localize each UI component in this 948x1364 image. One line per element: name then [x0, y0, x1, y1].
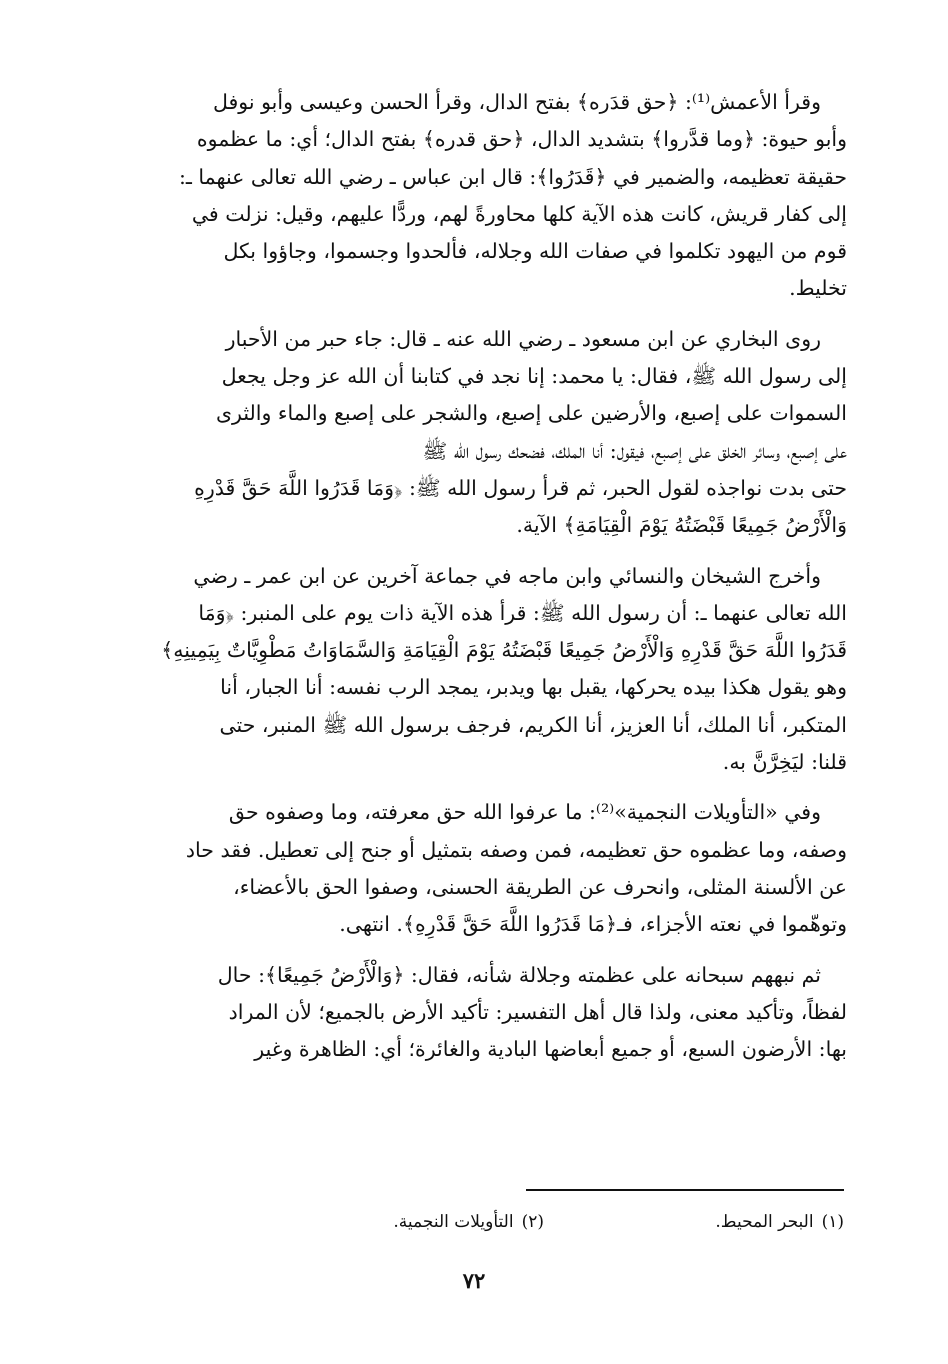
footnote-2	[393, 1207, 544, 1237]
paragraph-4: وفي «التأويلات النجمية»⁽²⁾: ما عرفوا الله حق معرفته، وما وصفوه حق وصفه، وما عظموه حق تعظيمه، فمن وصفه بتمثيل أو جنح إلى تعطيل. فقد حاد عن الألسنة المثلى، وانحرف عن الطريقة الحسنى، وصفوا الحق بالأعضاء، وتوهّموا في نعته الأجزاء، فـ﴿مَا قَدَرُوا اللَّهَ حَقَّ قَدْرِهِ﴾. انتهى.	[185, 800, 847, 937]
page-body	[76, 84, 847, 1081]
paragraph-1: وقرأ الأعمش⁽¹⁾: ﴿حق قدَره﴾ بفتح الدال، وقرأ الحسن وعيسى وأبو نوفل وأبو حيوة: ﴿وما قدَّروا﴾ بتشديد الدال، ﴿حق قدره﴾ بفتح الدال؛ أي: ما عظموه حقيقة تعظيمه، والضمير في ﴿قَدَرُوا﴾: قال ابن عباس ـ رضي الله تعالى عنهما ـ: إلى كفار قريش، كانت هذه الآية كلها محاورةً لهم، وردًّا عليهم، وقيل: نزلت في قوم من اليهود تكلموا في صفات الله وجلاله، فألحدوا وجسموا، وجاؤوا بكل تخليط.	[178, 90, 847, 301]
page-number: ٧٢	[462, 1268, 486, 1293]
footnote-text: البحر المحيط.	[715, 1212, 814, 1232]
paragraph-3: وأخرج الشيخان والنسائي وابن ماجه في جماعة آخرين عن ابن عمر ـ رضي الله تعالى عنهما ـ: أن رسول الله ﷺ: قرأ هذه الآية ذات يوم على المنبر: ﴿وَمَا قَدَرُوا اللَّهَ حَقَّ قَدْرِهِ وَالْأَرْضُ جَمِيعًا قَبْضَتُهُ يَوْمَ الْقِيَامَةِ وَالسَّمَاوَاتُ مَطْوِيَّاتٌ بِيَمِينِهِ﴾ وهو يقول هكذا بيده يحركها، يقبل بها ويدبر، يمجد الرب نفسه: أنا الجبار، أنا المتكبر، أنا الملك، أنا العزيز، أنا الكريم، فرجف برسول الله ﷺ المنبر، حتى قلنا: ليَخِرَّنَّ به.	[161, 563, 847, 775]
footnote-number: (١)	[821, 1212, 844, 1232]
footnotes	[204, 1207, 844, 1237]
footnote-divider	[526, 1189, 844, 1191]
paragraph-2: روى البخاري عن ابن مسعود ـ رضي الله عنه ـ قال: جاء حبر من الأحبار إلى رسول الله ﷺ، فقال: يا محمد: إنا نجد في كتابنا أن الله عز وجل يجعل السموات على إصبع، والأرضين على إصبع، والشجر على إصبع والماء والثرى على إصبع، وسائر الخلق على إصبع، فيقول: أنا الملك، فضحك رسول الله ﷺ حتى بدت نواجذه لقول الحبر، ثم قرأ رسول الله ﷺ: ﴿وَمَا قَدَرُوا اللَّهَ حَقَّ قَدْرِهِ وَالْأَرْضُ جَمِيعًا قَبْضَتُهُ يَوْمَ الْقِيَامَةِ﴾ الآية.	[194, 326, 847, 538]
footnote-number: (٢)	[521, 1212, 544, 1232]
footnote-1	[715, 1207, 844, 1237]
footnote-text: التأويلات النجمية.	[393, 1212, 514, 1232]
paragraph-5: ثم نبههم سبحانه على عظمته وجلالة شأنه، فقال: ﴿وَالْأَرْضُ جَمِيعًا﴾: حال لفظاً، وتأكيد معنى، ولذا قال أهل التفسير: تأكيد الأرض بالجميع؛ لأن المراد بها: الأرضون السبع، أو جميع أبعاضها البادية والغائرة؛ أي: الظاهرة وغير	[217, 962, 847, 1062]
